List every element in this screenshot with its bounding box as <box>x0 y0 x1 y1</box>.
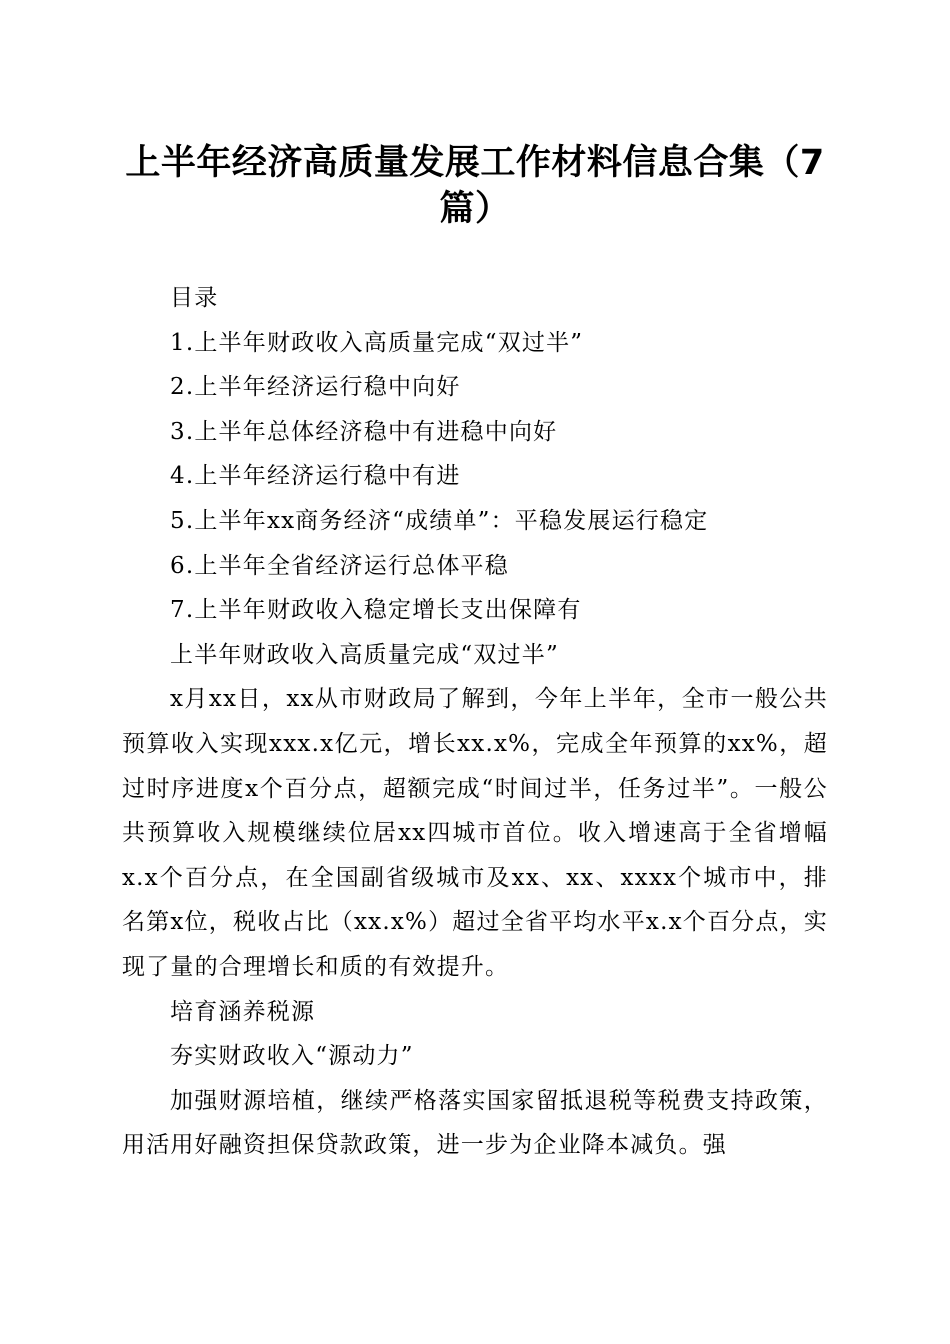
toc-item: 7.上半年财政收入稳定增长支出保障有 <box>170 597 582 624</box>
section-title: 上半年财政收入高质量完成“双过半” <box>170 641 559 668</box>
document-body <box>122 276 828 1168</box>
toc-item: 3.上半年总体经济稳中有进稳中向好 <box>170 418 558 445</box>
body-paragraph: x月xx日，xx从市财政局了解到，今年上半年，全市一般公共预算收入实现xxx.x亿元，增长xx.x%，完成全年预算的xx%，超过时序进度x个百分点，超额完成“时间过半，任务过半”。一般公共预算收入规模继续位居xx四城市首位。收入增速高于全省增幅x.x个百分点，在全国副省级城市及xx、xx、xxxx个城市中，排名第x位，税收占比（xx.x%）超过全省平均水平x.x个百分点，实现了量的合理增长和质的有效提升。 <box>122 686 828 980</box>
subheading: 培育涵养税源 <box>170 998 316 1025</box>
subheading: 夯实财政收入“源动力” <box>170 1043 414 1070</box>
body-paragraph: 加强财源培植，继续严格落实国家留抵退税等税费支持政策，用活用好融资担保贷款政策，进一步为企业降本减负。强 <box>122 1087 828 1159</box>
toc-item: 4.上半年经济运行稳中有进 <box>170 463 461 490</box>
document-title: 上半年经济高质量发展工作材料信息合集（7篇） <box>125 143 825 229</box>
toc-item: 6.上半年全省经济运行总体平稳 <box>170 552 509 579</box>
toc-item: 1.上半年财政收入高质量完成“双过半” <box>170 329 584 356</box>
toc-heading: 目录 <box>170 285 219 311</box>
toc-item: 5.上半年xx商务经济“成绩单”：平稳发展运行稳定 <box>170 507 709 534</box>
toc-item: 2.上半年经济运行稳中向好 <box>170 374 461 401</box>
